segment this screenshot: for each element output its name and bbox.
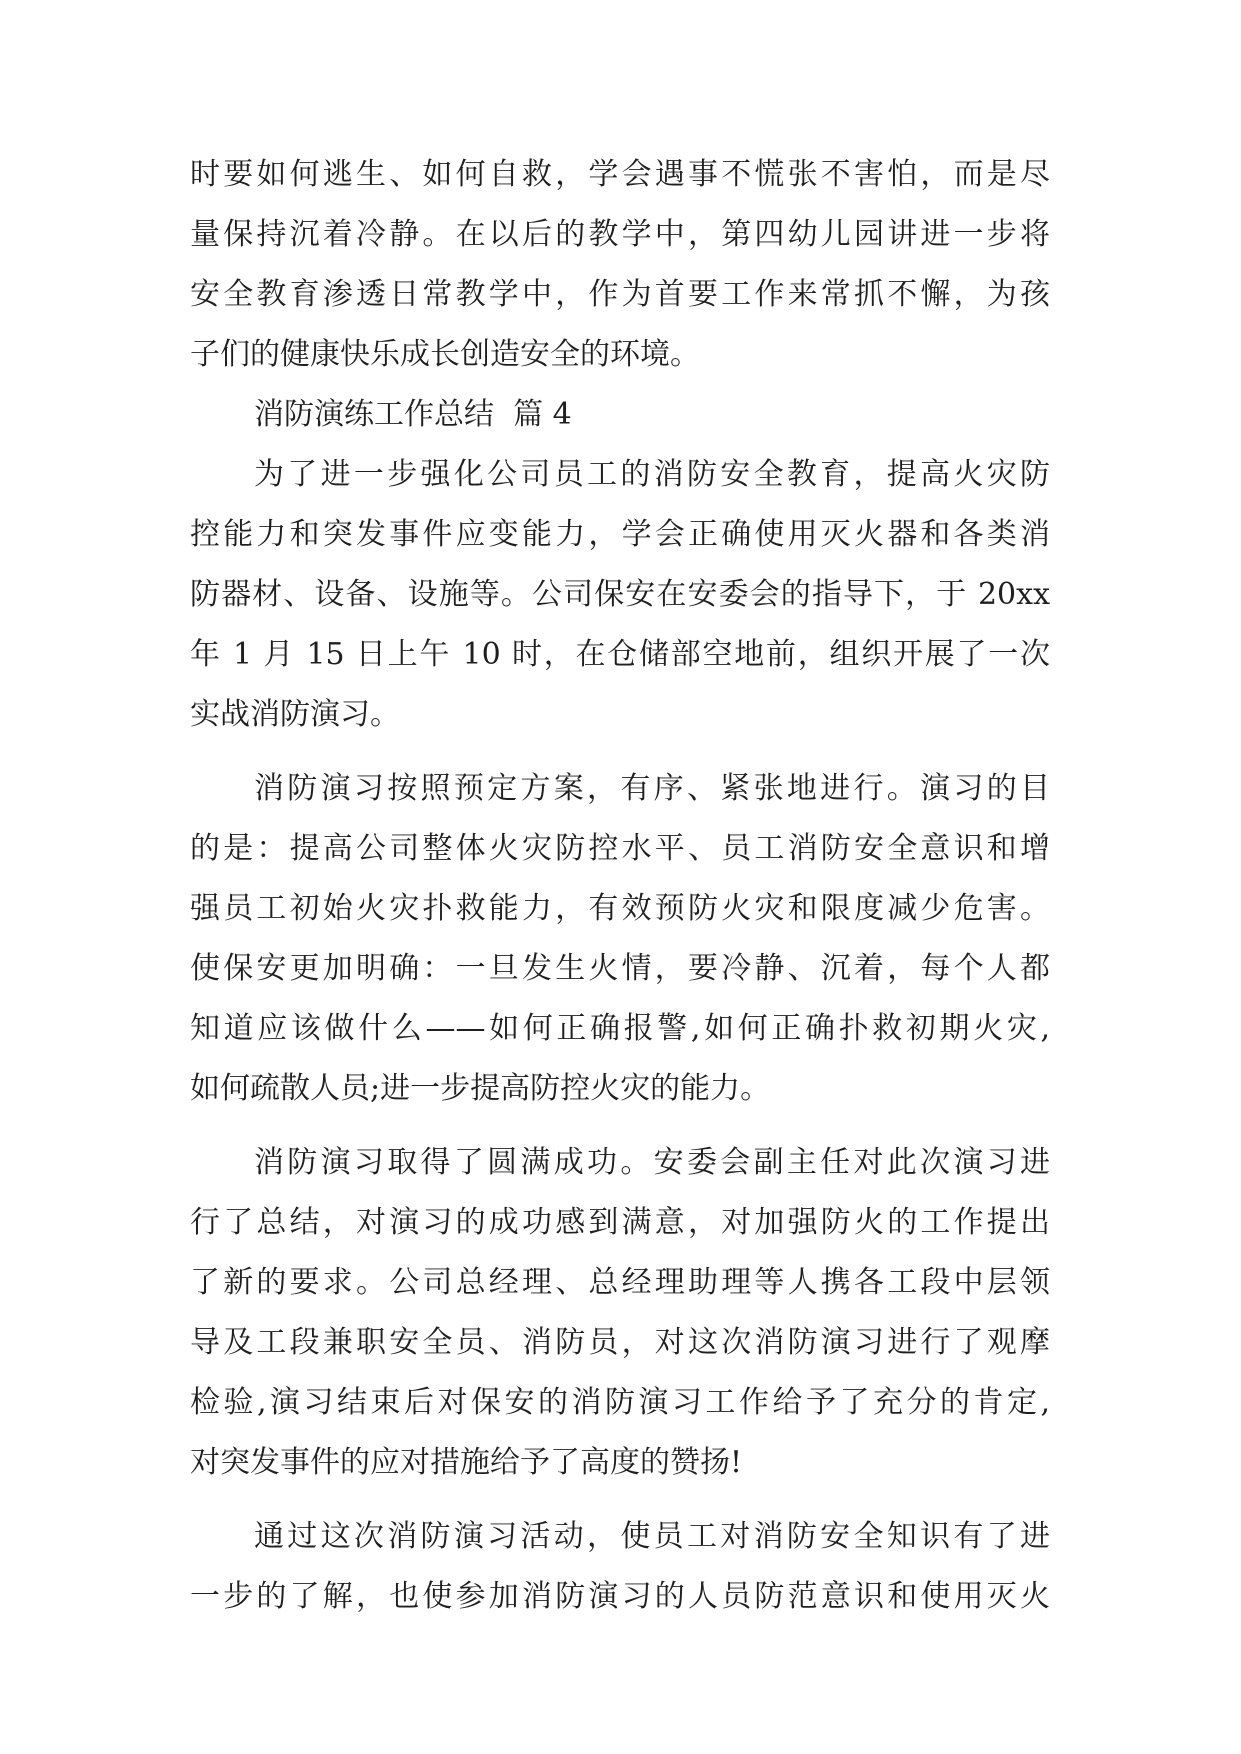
text-line: 检验,演习结束后对保安的消防演习工作给予了充分的肯定, [190,1385,1050,1420]
text-line: 安全教育渗透日常教学中，作为首要工作来常抓不懈，为孩 [190,277,1050,312]
text-line: 对突发事件的应对措施给予了高度的赞扬! [190,1445,743,1480]
text-line: 了新的要求。公司总经理、总经理助理等人携各工段中层领 [190,1265,1050,1300]
text-line: 通过这次消防演习活动，使员工对消防安全知识有了进 [254,1519,1050,1554]
text-line: 年 1 月 15 日上午 10 时，在仓储部空地前，组织开展了一次 [190,637,1050,672]
document-body [190,145,1050,1627]
text-line: 一步的了解，也使参加消防演习的人员防范意识和使用灭火 [190,1579,1050,1614]
text-line: 如何疏散人员;进一步提高防控火灾的能力。 [190,1071,771,1106]
text-line: 行了总结，对演习的成功感到满意，对加强防火的工作提出 [190,1205,1050,1240]
text-line: 为了进一步强化公司员工的消防安全教育，提高火灾防 [254,457,1050,492]
text-line: 控能力和突发事件应变能力，学会正确使用灭火器和各类消 [190,517,1050,552]
text-line: 导及工段兼职安全员、消防员，对这次消防演习进行了观摩 [190,1325,1050,1360]
text-line: 使保安更加明确：一旦发生火情，要冷静、沉着，每个人都 [190,951,1050,986]
text-line: 消防演习取得了圆满成功。安委会副主任对此次演习进 [254,1145,1050,1180]
paragraph-gap [190,1119,1050,1133]
paragraph-gap [190,1493,1050,1507]
heading-text: 消防演练工作总结 篇 4 [254,397,572,432]
text-line: 防器材、设备、设施等。公司保安在安委会的指导下，于 20xx [190,577,1050,612]
paragraph [190,1507,1050,1627]
text-line: 强员工初始火灾扑救能力，有效预防火灾和限度减少危害。 [190,891,1050,926]
paragraph-gap [190,745,1050,759]
text-line: 实战消防演习。 [190,697,400,732]
paragraph-continuation [190,145,1050,385]
section-heading [190,385,1050,445]
text-line: 量保持沉着冷静。在以后的教学中，第四幼儿园讲进一步将 [190,217,1050,252]
text-line: 时要如何逃生、如何自救，学会遇事不慌张不害怕，而是尽 [190,157,1050,192]
text-line: 知道应该做什么——如何正确报警,如何正确扑救初期火灾, [190,1011,1050,1046]
paragraph [190,759,1050,1119]
text-line: 子们的健康快乐成长创造安全的环境。 [190,337,700,372]
text-line: 消防演习按照预定方案，有序、紧张地进行。演习的目 [254,771,1050,806]
paragraph [190,445,1050,745]
text-line: 的是：提高公司整体火灾防控水平、员工消防安全意识和增 [190,831,1050,866]
paragraph [190,1133,1050,1493]
